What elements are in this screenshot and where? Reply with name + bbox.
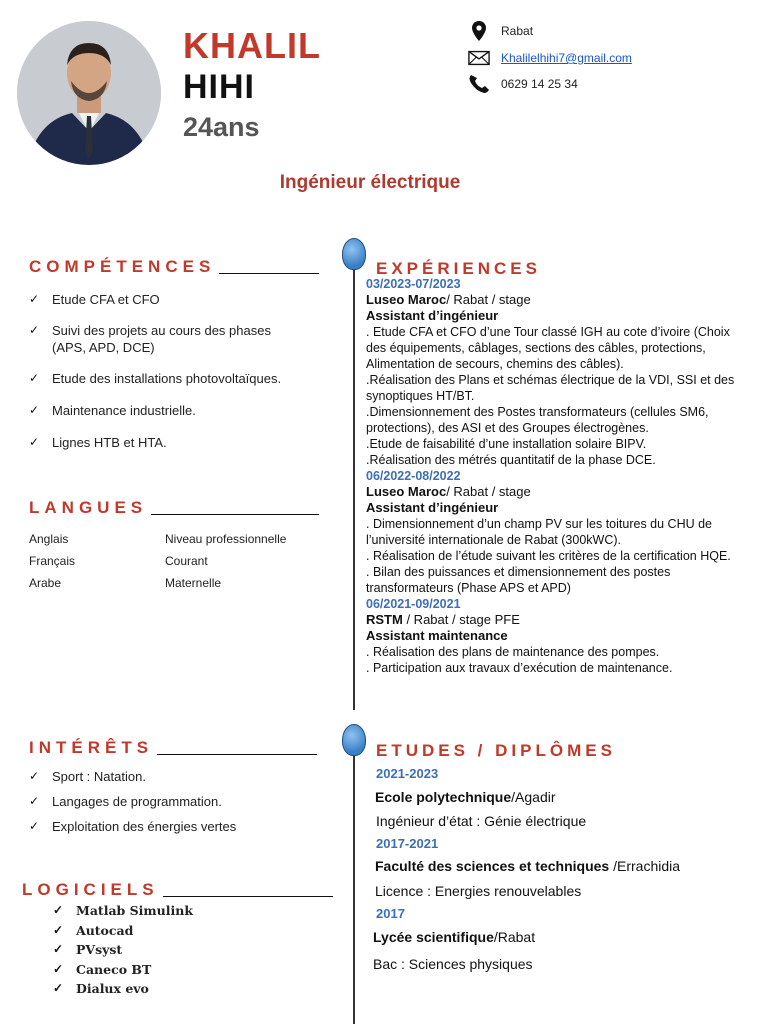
phone-text: 0629 14 25 34 xyxy=(501,77,578,91)
job-task: . Participation aux travaux d’exécution de maintenance. xyxy=(366,661,673,675)
job-task: .Dimensionnement des Postes transformateurs (cellules SM6, protections), des ASI et des Groupes électrogènes. xyxy=(366,405,709,435)
competences-title: COMPÉTENCES xyxy=(29,257,216,276)
list-item: ✓ Sport : Natation. xyxy=(29,768,319,785)
contact-phone xyxy=(468,74,578,94)
education-content xyxy=(370,766,750,986)
school-place: /Rabat xyxy=(493,929,536,945)
job-role: Assistant maintenance xyxy=(366,628,508,643)
list-item: ✓ Etude CFA et CFO xyxy=(29,291,319,308)
city-text: Rabat xyxy=(501,24,534,38)
contact-city xyxy=(468,21,533,41)
language-row xyxy=(29,532,319,554)
job-date: 03/2023-07/2023 xyxy=(366,277,461,291)
education-school xyxy=(373,929,535,945)
job-place: / Rabat / stage xyxy=(446,484,531,499)
competences-list xyxy=(29,291,319,451)
language-row xyxy=(29,554,319,576)
job-company: RSTM xyxy=(366,612,403,627)
langues-table xyxy=(29,532,319,598)
language-level: Maternelle xyxy=(165,576,222,590)
school-name: Faculté des sciences et techniques xyxy=(375,858,610,874)
school-name: Lycée scientifique xyxy=(373,929,494,945)
location-pin-icon xyxy=(468,21,490,41)
job-task: . Dimensionnement d’un champ PV sur les toitures du CHU de l’université internationale de Rabat (300kWC). xyxy=(366,517,712,547)
list-item: ✓ Etude des installations photovoltaïques. xyxy=(29,370,319,387)
list-item: ✓ PVsyst xyxy=(53,940,313,960)
job-task: . Bilan des puissances et dimensionnement des postes transformateurs (Phase APS et APD) xyxy=(366,565,671,595)
list-item: ✓ Caneco BT xyxy=(53,960,313,980)
job-task: .Réalisation des Plans et schémas électrique de la VDI, SSI et des synoptiques HT/BT. xyxy=(366,373,735,403)
email-link[interactable]: Khalilelhihi7@gmail.com xyxy=(501,51,632,65)
language-level: Niveau professionnelle xyxy=(165,532,287,546)
job-role: Assistant d’ingénieur xyxy=(366,308,499,323)
logiciels-list xyxy=(53,901,313,999)
contact-email[interactable] xyxy=(468,48,632,68)
list-item: ✓ Lignes HTB et HTA. xyxy=(29,434,319,451)
job-company: Luseo Maroc xyxy=(366,292,447,307)
education-degree: Bac : Sciences physiques xyxy=(373,956,533,972)
phone-icon xyxy=(468,74,490,94)
job-date: 06/2021-09/2021 xyxy=(366,597,461,611)
job-task: .Réalisation des métrés quantitatif de la phase DCE. xyxy=(366,453,656,467)
job-company: Luseo Maroc xyxy=(366,484,447,499)
job-task: . Réalisation des plans de maintenance des pompes. xyxy=(366,645,660,659)
experiences-content xyxy=(366,276,751,676)
profile-photo-image xyxy=(17,21,161,165)
section-title-langues xyxy=(29,498,319,518)
education-degree: Ingénieur d’état : Génie électrique xyxy=(376,813,587,829)
job-place: / Rabat / stage PFE xyxy=(402,612,520,627)
job-role: Assistant d’ingénieur xyxy=(366,500,499,515)
timeline-marker-experience xyxy=(342,238,366,270)
list-item: ✓ Matlab Simulink xyxy=(53,901,313,921)
list-item: ✓ Exploitation des énergies vertes xyxy=(29,818,319,835)
job-date: 06/2022-08/2022 xyxy=(366,469,461,483)
language-name: Arabe xyxy=(29,576,62,590)
list-item: ✓ Langages de programmation. xyxy=(29,793,319,810)
list-item: ✓ Autocad xyxy=(53,921,313,941)
section-title-competences xyxy=(29,257,319,277)
language-level: Courant xyxy=(165,554,208,568)
logiciels-title: LOGICIELS xyxy=(22,880,159,899)
job-place: / Rabat / stage xyxy=(446,292,531,307)
education-degree: Licence : Energies renouvelables xyxy=(375,883,582,899)
job-employer xyxy=(366,612,751,628)
list-item: ✓ Maintenance industrielle. xyxy=(29,402,319,419)
school-name: Ecole polytechnique xyxy=(375,789,512,805)
list-item: ✓ Suivi des projets au cours des phases (APS, APD, DCE) xyxy=(29,322,319,356)
language-name: Anglais xyxy=(29,532,69,546)
language-row xyxy=(29,576,319,598)
job-employer xyxy=(366,484,751,500)
profile-photo xyxy=(17,21,161,165)
job-title: Ingénieur électrique xyxy=(279,172,461,193)
education-date: 2017 xyxy=(376,906,405,921)
section-title-logiciels xyxy=(22,880,333,900)
list-item: ✓ Dialux evo xyxy=(53,979,313,999)
first-name: KHALIL xyxy=(183,25,321,66)
education-school xyxy=(375,858,680,874)
education-date: 2021-2023 xyxy=(376,766,439,781)
education-date: 2017-2021 xyxy=(376,836,439,851)
job-employer xyxy=(366,292,751,308)
timeline-line-education xyxy=(353,742,355,1024)
section-title-experiences: EXPÉRIENCES xyxy=(376,259,541,278)
envelope-icon xyxy=(468,48,490,68)
timeline-line-experience xyxy=(353,258,355,710)
job-task: . Etude CFA et CFO d’une Tour classé IGH au cote d’ivoire (Choix des équipements, câblages, sections des câbles, protections, Alimentation de secours, chemins des câbles). xyxy=(366,325,730,371)
job-task: . Réalisation de l’étude suivant les critères de la certification HQE. xyxy=(366,549,731,563)
job-task: .Etude de faisabilité d’une installation solaire BIPV. xyxy=(366,437,647,451)
school-place: /Agadir xyxy=(511,789,556,805)
section-title-interets xyxy=(29,738,317,758)
interets-title: INTÉRÊTS xyxy=(29,738,154,757)
school-place: /Errachidia xyxy=(609,858,681,874)
last-name: HIHI xyxy=(183,68,255,106)
interets-list xyxy=(29,768,319,835)
langues-title: LANGUES xyxy=(29,498,148,517)
timeline-marker-education xyxy=(342,724,366,756)
language-name: Français xyxy=(29,554,76,568)
education-school xyxy=(375,789,556,805)
section-title-education: ETUDES / DIPLÔMES xyxy=(376,741,616,760)
age: 24ans xyxy=(183,112,260,142)
